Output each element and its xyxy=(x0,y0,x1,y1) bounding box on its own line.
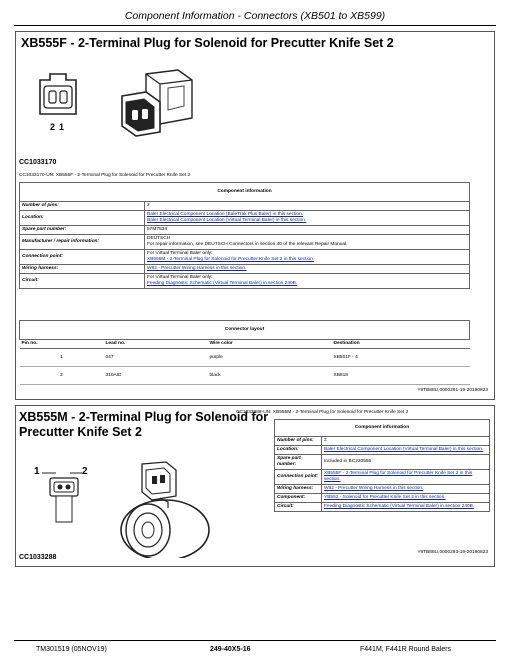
table-row: Manufacturer / repair information: DEUTSCH For repair information, see DEUTSCH Connectors in section 40 of the relevant Repair Manual. xyxy=(20,235,470,250)
footer-doc-id: TM301519 (05NOV19) xyxy=(36,646,107,653)
table-row: Spare part number: 57M7534 xyxy=(20,226,470,235)
reference-id: Y9TB88U,0000293-19-20190823 xyxy=(417,550,488,555)
table-row: Location: Baler Electrical Component Location (Virtual Terminal Baler) in this section. xyxy=(275,446,490,455)
section-xb555m xyxy=(15,405,495,567)
link-component-yb552[interactable]: YB552 - Solenoid for Precutter Knife Set 2 in this section. xyxy=(322,494,490,503)
table-row: Connection point: For Virtual Terminal Baler only: XB555M - 2-Terminal Plug for Solenoid for Precutter Knife Set 2 in this section. xyxy=(20,250,470,265)
reference-id: Y9TB88U,0000291-19-20190823 xyxy=(417,388,488,393)
layout-heading: Connector layout xyxy=(20,321,470,340)
link-connection-xb555m[interactable]: XB555M - 2-Terminal Plug for Solenoid for Precutter Knife Set 2 in this section. xyxy=(147,257,315,262)
table-row: Number of pins: 2 xyxy=(275,437,490,446)
table-row: Connection point: XB555F - 2-Terminal Plug for Solenoid for Precutter Knife Set 2 in this section. xyxy=(275,470,490,485)
table-row: Component: YB552 - Solenoid for Precutter Knife Set 2 in this section. xyxy=(275,494,490,503)
connector-isometric-illustration xyxy=(116,66,198,138)
pin-labels: 21 xyxy=(50,122,69,132)
footer-model: F441M, F441R Round Balers xyxy=(360,646,452,653)
pin-label-1: 1 xyxy=(34,466,40,477)
section-title-line1: XB555M - 2-Terminal Plug for Solenoid for xyxy=(19,410,269,424)
link-location-vt[interactable]: Baler Electrical Component Location (Virtual Terminal Baler) in this section. xyxy=(322,446,490,455)
table-heading: Component information xyxy=(20,183,470,202)
link-location-baletrak[interactable]: Baler Electrical Component Location (BaleTrak Plus Baler) in this section. xyxy=(147,212,304,217)
table-row: Circuit: Feeding Diagnostic Schematic (Virtual Terminal Baler) in section 240B. xyxy=(275,503,490,512)
figure-caption: CC1033288-UN: XB555M - 2-Terminal Plug for Solenoid for Precutter Knife Set 2 xyxy=(236,410,409,415)
table-row: 1 047 purple XB501F - 4 xyxy=(20,349,470,367)
link-harness-w82[interactable]: W82 - Precutter Wiring Harness in this section. xyxy=(322,485,490,494)
table-row: Spare part number: Included in BC220555 xyxy=(275,455,490,470)
figure-id: CC1033288 xyxy=(19,554,57,561)
link-connection-xb555f[interactable]: XB555F - 2-Terminal Plug for Solenoid for Precutter Knife Set 2 in this section. xyxy=(322,470,490,485)
header-rule xyxy=(14,25,496,26)
section-xb555f xyxy=(15,31,495,400)
page-header-title: Component Information - Connectors (XB501 to XB599) xyxy=(124,10,386,22)
table-row: Location: Baler Electrical Component Location (BaleTrak Plus Baler) in this section. Baler Electrical Component Location (Virtual Terminal Baler) in this section. xyxy=(20,211,470,226)
table-row: Wiring harness: W82 - Precutter Wiring Harness in this section. xyxy=(20,265,470,274)
table-row: Number of pins: 2 xyxy=(20,202,470,211)
solenoid-plug-illustration xyxy=(20,458,240,558)
section-title: XB555F - 2-Terminal Plug for Solenoid for Precutter Knife Set 2 xyxy=(21,36,394,50)
component-info-table xyxy=(19,182,470,289)
connector-layout-table xyxy=(19,320,470,385)
figure-caption: CC1033170-UN: XB555F - 2-Terminal Plug for Solenoid for Precutter Knife Set 2 xyxy=(19,173,191,178)
section-title-line2: Precutter Knife Set 2 xyxy=(19,425,142,439)
footer-page-number: 249-40X5-16 xyxy=(210,646,251,653)
connector-front-view-illustration xyxy=(36,70,80,118)
table-row: Wiring harness: W82 - Precutter Wiring Harness in this section. xyxy=(275,485,490,494)
link-location-vt[interactable]: Baler Electrical Component Location (Virtual Terminal Baler) in this section. xyxy=(147,218,307,223)
footer-rule xyxy=(14,640,496,641)
component-info-table xyxy=(274,419,490,512)
link-circuit-schematic[interactable]: Feeding Diagnostic Schematic (Virtual Terminal Baler) in section 240B. xyxy=(322,503,490,512)
table-heading: Component information xyxy=(275,420,490,437)
pin-label-2: 2 xyxy=(82,466,88,477)
table-row: 2 310AID black XB818 xyxy=(20,367,470,385)
link-harness-w82[interactable]: W82 - Precutter Wiring Harness in this section. xyxy=(145,265,470,274)
figure-id: CC1033170 xyxy=(19,159,57,166)
layout-column-headers: Pin no. Lead no. Wire color Destination xyxy=(20,340,470,349)
table-row: Circuit: For Virtual Terminal Baler only: Feeding Diagnostic Schematic (Virtual Terminal Baler) in section 240B. xyxy=(20,274,470,289)
link-circuit-schematic[interactable]: Feeding Diagnostic Schematic (Virtual Terminal Baler) in section 240B. xyxy=(147,281,298,286)
